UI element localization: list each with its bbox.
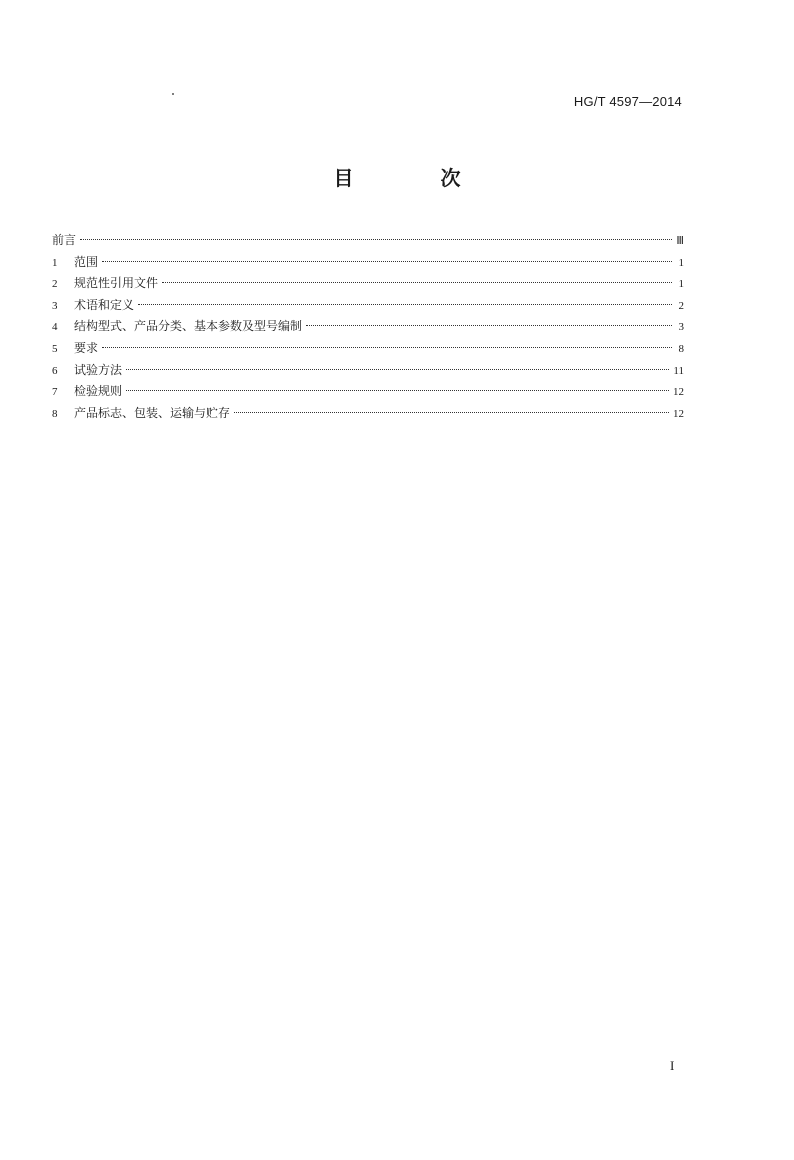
toc-entry-page: 12 [673,386,684,399]
toc-entry-number: 3 [52,299,58,312]
toc-entry-title: 规范性引用文件 [74,276,159,291]
table-of-contents [52,230,684,424]
toc-entry-page: 3 [678,321,684,334]
toc-entry-requirements[interactable] [52,338,684,360]
toc-entry-number: 6 [52,364,58,377]
toc-entry-title: 结构型式、产品分类、基本参数及型号编制 [74,319,303,334]
toc-title: 目 次 [333,166,501,190]
dot-leader [162,282,672,283]
toc-entry-number: 8 [52,407,58,420]
toc-entry-scope[interactable] [52,252,684,274]
toc-entry-inspection-rules[interactable] [52,381,684,403]
toc-entry-title: 范围 [74,254,99,269]
dot-leader [126,390,669,391]
toc-entry-normative-references[interactable] [52,273,684,295]
toc-entry-foreword[interactable] [52,230,684,252]
toc-entry-title: 检验规则 [74,384,123,399]
toc-entry-page: 1 [678,278,684,291]
dot-leader [102,347,672,348]
dot-leader [126,369,669,370]
toc-entry-page: 1 [678,256,684,269]
toc-entry-number: 5 [52,342,58,355]
toc-entry-title: 前言 [52,233,77,247]
toc-entry-page: 11 [673,364,684,377]
toc-entry-test-methods[interactable] [52,360,684,382]
dot-leader [80,239,672,240]
standard-code: HG/T 4597—2014 [573,94,682,109]
toc-entry-page: 12 [673,407,684,420]
scan-speck [172,93,174,95]
toc-entry-title: 产品标志、包装、运输与贮存 [74,405,231,420]
toc-entry-page: 2 [678,299,684,312]
toc-entry-number: 4 [52,321,58,334]
toc-entry-title: 要求 [74,340,99,355]
toc-entry-page: 8 [678,342,684,355]
toc-entry-title: 试验方法 [74,362,123,377]
page-number: I [670,1058,675,1073]
toc-entry-number: 7 [52,386,58,399]
dot-leader [138,304,672,305]
toc-entry-number: 1 [52,256,58,269]
toc-entry-number: 2 [52,278,58,291]
toc-entry-title: 术语和定义 [74,297,135,312]
dot-leader [102,261,672,262]
toc-entry-structure-classification[interactable] [52,316,684,338]
toc-entry-marking-packaging[interactable] [52,403,684,425]
toc-entry-terms-definitions[interactable] [52,295,684,317]
dot-leader [306,325,672,326]
toc-entry-page: Ⅲ [676,235,684,247]
dot-leader [234,412,669,413]
